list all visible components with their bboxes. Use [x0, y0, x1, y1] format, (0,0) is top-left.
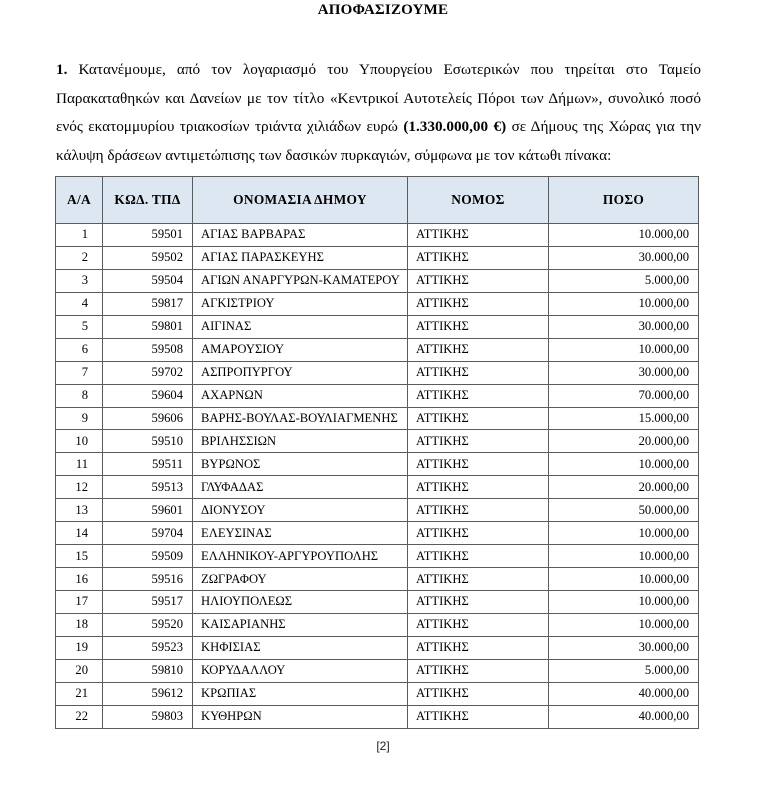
cell-aa: 12 — [56, 476, 103, 499]
table-row — [56, 292, 699, 315]
cell-aa: 14 — [56, 522, 103, 545]
cell-aa: 19 — [56, 636, 103, 659]
cell-aa: 22 — [56, 705, 103, 728]
cell-municipality: ΑΙΓΙΝΑΣ — [193, 315, 408, 338]
cell-amount: 30.000,00 — [549, 361, 699, 384]
table-row — [56, 568, 699, 591]
cell-amount: 10.000,00 — [549, 292, 699, 315]
cell-amount: 10.000,00 — [549, 338, 699, 361]
table-header — [56, 177, 699, 224]
table-row — [56, 613, 699, 636]
cell-aa: 5 — [56, 315, 103, 338]
cell-prefecture: ΑΤΤΙΚΗΣ — [408, 659, 549, 682]
total-amount: (1.330.000,00 €) — [403, 118, 507, 136]
cell-municipality: ΔΙΟΝΥΣΟΥ — [193, 499, 408, 522]
cell-code: 59513 — [103, 476, 193, 499]
cell-prefecture: ΑΤΤΙΚΗΣ — [408, 430, 549, 453]
cell-prefecture: ΑΤΤΙΚΗΣ — [408, 338, 549, 361]
cell-aa: 7 — [56, 361, 103, 384]
cell-municipality: ΒΡΙΛΗΣΣΙΩΝ — [193, 430, 408, 453]
cell-amount: 30.000,00 — [549, 315, 699, 338]
cell-code: 59523 — [103, 636, 193, 659]
table-row — [56, 338, 699, 361]
cell-aa: 3 — [56, 269, 103, 292]
cell-prefecture: ΑΤΤΙΚΗΣ — [408, 407, 549, 430]
cell-code: 59803 — [103, 705, 193, 728]
cell-municipality: ΚΗΦΙΣΙΑΣ — [193, 636, 408, 659]
cell-municipality: ΓΛΥΦΑΔΑΣ — [193, 476, 408, 499]
cell-prefecture: ΑΤΤΙΚΗΣ — [408, 591, 549, 614]
cell-amount: 70.000,00 — [549, 384, 699, 407]
paragraph-number: 1. — [56, 61, 68, 79]
cell-aa: 11 — [56, 453, 103, 476]
table-body — [56, 224, 699, 729]
allocation-paragraph — [56, 56, 701, 170]
cell-amount: 10.000,00 — [549, 545, 699, 568]
cell-aa: 1 — [56, 224, 103, 247]
table-row — [56, 682, 699, 705]
cell-code: 59520 — [103, 613, 193, 636]
cell-prefecture: ΑΤΤΙΚΗΣ — [408, 361, 549, 384]
table-row — [56, 659, 699, 682]
cell-code: 59516 — [103, 568, 193, 591]
cell-amount: 20.000,00 — [549, 476, 699, 499]
table-row — [56, 522, 699, 545]
cell-municipality: ΚΡΩΠΙΑΣ — [193, 682, 408, 705]
cell-amount: 40.000,00 — [549, 682, 699, 705]
cell-prefecture: ΑΤΤΙΚΗΣ — [408, 224, 549, 247]
cell-code: 59502 — [103, 246, 193, 269]
cell-aa: 8 — [56, 384, 103, 407]
cell-prefecture: ΑΤΤΙΚΗΣ — [408, 476, 549, 499]
cell-code: 59504 — [103, 269, 193, 292]
table-row — [56, 591, 699, 614]
cell-code: 59704 — [103, 522, 193, 545]
cell-code: 59511 — [103, 453, 193, 476]
cell-prefecture: ΑΤΤΙΚΗΣ — [408, 453, 549, 476]
cell-amount: 5.000,00 — [549, 269, 699, 292]
table-header-row — [56, 177, 699, 224]
cell-municipality: ΚΥΘΗΡΩΝ — [193, 705, 408, 728]
cell-aa: 17 — [56, 591, 103, 614]
cell-municipality: ΕΛΕΥΣΙΝΑΣ — [193, 522, 408, 545]
cell-prefecture: ΑΤΤΙΚΗΣ — [408, 269, 549, 292]
cell-aa: 9 — [56, 407, 103, 430]
cell-aa: 10 — [56, 430, 103, 453]
cell-municipality: ΑΓΙΑΣ ΒΑΡΒΑΡΑΣ — [193, 224, 408, 247]
cell-prefecture: ΑΤΤΙΚΗΣ — [408, 246, 549, 269]
cell-code: 59817 — [103, 292, 193, 315]
cell-aa: 18 — [56, 613, 103, 636]
cell-code: 59606 — [103, 407, 193, 430]
paragraph-text-part1: Κατανέμουμε, από τον λογαριασμό του Υπουργείου Εσωτερικών που τηρείται στο Ταμείο Παρακαταθηκών και Δανείων με τον τίτλο «Κεντρικοί Αυτοτελείς Πόροι των Δήμων», συνολικό ποσό ενός εκατομμυρίου τριακοσίων τριάντα χιλιάδων ευρώ — [56, 61, 701, 136]
cell-amount: 10.000,00 — [549, 224, 699, 247]
table-row — [56, 476, 699, 499]
cell-prefecture: ΑΤΤΙΚΗΣ — [408, 568, 549, 591]
page-title: ΑΠΟΦΑΣΙΖΟΥΜΕ — [317, 2, 449, 18]
cell-aa: 21 — [56, 682, 103, 705]
table-row — [56, 269, 699, 292]
table-row — [56, 224, 699, 247]
cell-amount: 10.000,00 — [549, 568, 699, 591]
cell-amount: 40.000,00 — [549, 705, 699, 728]
cell-prefecture: ΑΤΤΙΚΗΣ — [408, 682, 549, 705]
table-row — [56, 384, 699, 407]
cell-municipality: ΑΓΙΩΝ ΑΝΑΡΓΥΡΩΝ-ΚΑΜΑΤΕΡΟΥ — [193, 269, 408, 292]
cell-code: 59702 — [103, 361, 193, 384]
table-row — [56, 246, 699, 269]
cell-aa: 20 — [56, 659, 103, 682]
cell-code: 59501 — [103, 224, 193, 247]
cell-aa: 16 — [56, 568, 103, 591]
table-row — [56, 453, 699, 476]
page-number: [2] — [376, 739, 390, 753]
cell-prefecture: ΑΤΤΙΚΗΣ — [408, 613, 549, 636]
cell-code: 59801 — [103, 315, 193, 338]
cell-code: 59517 — [103, 591, 193, 614]
cell-municipality: ΒΑΡΗΣ-ΒΟΥΛΑΣ-ΒΟΥΛΙΑΓΜΕΝΗΣ — [193, 407, 408, 430]
cell-code: 59510 — [103, 430, 193, 453]
cell-prefecture: ΑΤΤΙΚΗΣ — [408, 636, 549, 659]
table-row — [56, 545, 699, 568]
cell-amount: 5.000,00 — [549, 659, 699, 682]
cell-prefecture: ΑΤΤΙΚΗΣ — [408, 522, 549, 545]
cell-prefecture: ΑΤΤΙΚΗΣ — [408, 315, 549, 338]
cell-code: 59508 — [103, 338, 193, 361]
table-row — [56, 705, 699, 728]
cell-aa: 13 — [56, 499, 103, 522]
cell-municipality: ΗΛΙΟΥΠΟΛΕΩΣ — [193, 591, 408, 614]
cell-aa: 15 — [56, 545, 103, 568]
column-header-amount: ΠΟΣΟ — [549, 177, 699, 224]
table-row — [56, 361, 699, 384]
column-header-code: ΚΩΔ. ΤΠΔ — [103, 177, 193, 224]
table-row — [56, 499, 699, 522]
cell-amount: 30.000,00 — [549, 246, 699, 269]
cell-municipality: ΚΟΡΥΔΑΛΛΟΥ — [193, 659, 408, 682]
cell-municipality: ΚΑΙΣΑΡΙΑΝΗΣ — [193, 613, 408, 636]
cell-code: 59509 — [103, 545, 193, 568]
cell-amount: 50.000,00 — [549, 499, 699, 522]
cell-municipality: ΑΜΑΡΟΥΣΙΟΥ — [193, 338, 408, 361]
cell-amount: 15.000,00 — [549, 407, 699, 430]
cell-aa: 6 — [56, 338, 103, 361]
cell-municipality: ΑΓΚΙΣΤΡΙΟΥ — [193, 292, 408, 315]
cell-amount: 10.000,00 — [549, 613, 699, 636]
cell-amount: 30.000,00 — [549, 636, 699, 659]
cell-code: 59604 — [103, 384, 193, 407]
column-header-prefecture: ΝΟΜΟΣ — [408, 177, 549, 224]
cell-amount: 20.000,00 — [549, 430, 699, 453]
cell-prefecture: ΑΤΤΙΚΗΣ — [408, 384, 549, 407]
cell-municipality: ΕΛΛΗΝΙΚΟΥ-ΑΡΓΥΡΟΥΠΟΛΗΣ — [193, 545, 408, 568]
table-row — [56, 315, 699, 338]
cell-amount: 10.000,00 — [549, 453, 699, 476]
table-row — [56, 407, 699, 430]
cell-municipality: ΑΓΙΑΣ ΠΑΡΑΣΚΕΥΗΣ — [193, 246, 408, 269]
cell-amount: 10.000,00 — [549, 591, 699, 614]
cell-municipality: ΑΧΑΡΝΩΝ — [193, 384, 408, 407]
allocation-table — [55, 176, 699, 729]
column-header-aa: Α/Α — [56, 177, 103, 224]
cell-prefecture: ΑΤΤΙΚΗΣ — [408, 499, 549, 522]
cell-code: 59601 — [103, 499, 193, 522]
cell-prefecture: ΑΤΤΙΚΗΣ — [408, 292, 549, 315]
cell-municipality: ΖΩΓΡΑΦΟΥ — [193, 568, 408, 591]
cell-code: 59810 — [103, 659, 193, 682]
cell-aa: 4 — [56, 292, 103, 315]
cell-municipality: ΒΥΡΩΝΟΣ — [193, 453, 408, 476]
cell-prefecture: ΑΤΤΙΚΗΣ — [408, 545, 549, 568]
cell-code: 59612 — [103, 682, 193, 705]
column-header-municipality: ΟΝΟΜΑΣΙΑ ΔΗΜΟΥ — [193, 177, 408, 224]
table-row — [56, 430, 699, 453]
table-row — [56, 636, 699, 659]
cell-aa: 2 — [56, 246, 103, 269]
cell-amount: 10.000,00 — [549, 522, 699, 545]
cell-municipality: ΑΣΠΡΟΠΥΡΓΟΥ — [193, 361, 408, 384]
paragraph-text-part2: σε Δήμους της Χώρας για την κάλυψη δράσεων αντιμετώπισης των δασικών πυρκαγιών, σύμφωνα με τον κάτωθι πίνακα: — [56, 118, 701, 164]
cell-prefecture: ΑΤΤΙΚΗΣ — [408, 705, 549, 728]
